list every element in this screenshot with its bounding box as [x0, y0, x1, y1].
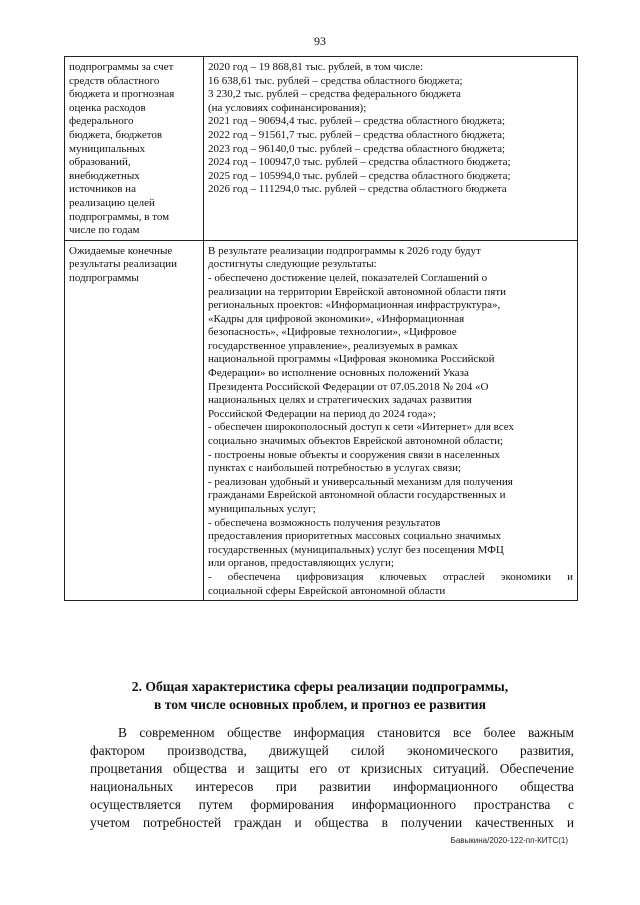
content-line: Российской Федерации на период до 2024 года»;	[208, 407, 436, 420]
content-line: 2025 год – 105994,0 тыс. рублей – средства областного бюджета;	[208, 169, 511, 182]
content-line: - построены новые объекты и сооружения связи в населенных	[208, 448, 500, 461]
paragraph-line: В современном обществе информация становится все более важным	[118, 725, 574, 740]
content-line: 2022 год – 91561,7 тыс. рублей – средства областного бюджета;	[208, 128, 506, 141]
row-content-cell	[204, 57, 578, 241]
label-line: Ожидаемые конечные	[69, 244, 173, 257]
content-line: безопасность», «Цифровые технологии», «Цифровое	[208, 326, 457, 339]
label-line: подпрограммы	[69, 271, 139, 284]
content-line: - реализован удобный и универсальный механизм для получения	[208, 475, 513, 488]
content-line: государственное управление», реализуемых в рамках	[208, 339, 458, 352]
content-line: предоставления приоритетных массовых социально значимых	[208, 530, 501, 543]
row-content-cell	[204, 240, 578, 600]
content-line: (на условиях софинансирования);	[208, 101, 367, 114]
content-line: или органов, предоставляющих услуги;	[208, 557, 394, 570]
label-line: муниципальных	[69, 142, 146, 155]
content-line: реализации на территории Еврейской автономной области пяти	[208, 285, 507, 298]
label-line: источников на	[69, 183, 136, 196]
content-line: 2023 год – 96140,0 тыс. рублей – средства областного бюджета;	[208, 142, 506, 155]
content-line: пунктах с наибольшей потребностью в услугах связи;	[208, 462, 462, 475]
section-heading-line: 2. Общая характеристика сферы реализации подпрограммы,	[131, 679, 509, 694]
content-line: 16 638,61 тыс. рублей – средства областного бюджета;	[208, 74, 463, 87]
paragraph-line: национальных интересов при развитии информационного общества	[90, 779, 574, 794]
content-line: муниципальных услуг;	[208, 503, 316, 515]
content-line: 2020 год – 19 868,81 тыс. рублей, в том числе:	[208, 61, 424, 73]
label-line: бюджета, бюджетов	[69, 128, 163, 141]
paragraph-line: осуществляется путем формирования информационного пространства с	[90, 797, 574, 812]
content-line: национальных целях и стратегических задачах развития	[208, 394, 472, 407]
content-line: - обеспечено достижение целей, показателей Соглашений о	[208, 271, 488, 284]
content-line: гражданами Еврейской автономной области государственных и	[208, 489, 506, 502]
content-line: 2021 год – 90694,4 тыс. рублей – средства областного бюджета;	[208, 115, 506, 128]
label-line: федерального	[69, 115, 134, 128]
content-line: государственных (муниципальных) услуг без посещения МФЦ	[208, 543, 504, 556]
label-line: образований,	[69, 156, 131, 169]
row-label-cell	[65, 240, 204, 600]
page-number: 93	[314, 34, 326, 48]
label-line: оценка расходов	[69, 101, 146, 114]
section-heading	[0, 678, 640, 714]
label-line: реализацию целей	[69, 196, 155, 209]
content-line: 3 230,2 тыс. рублей – средства федерального бюджета	[208, 88, 461, 101]
content-line: социально значимых объектов Еврейской автономной области;	[208, 435, 504, 448]
content-line: региональных проектов: «Информационная инфраструктура»,	[208, 299, 501, 312]
content-line: национальной программы «Цифровая экономика Российской	[208, 353, 495, 366]
content-line: Президента Российской Федерации от 07.05.2018 № 204 «О	[208, 380, 489, 393]
label-line: бюджета и прогнозная	[69, 88, 175, 101]
paragraph-line: учетом потребностей граждан и общества в получении качественных и	[90, 815, 574, 830]
content-line: - обеспечен широкополосный доступ к сети «Интернет» для всех	[208, 421, 515, 434]
content-line: 2024 год – 100947,0 тыс. рублей – средства областного бюджета;	[208, 156, 511, 169]
program-passport-table	[64, 56, 578, 601]
table-row	[65, 57, 578, 241]
label-line: средств областного	[69, 74, 160, 87]
content-line: - обеспечена цифровизация ключевых отраслей экономики и	[208, 570, 573, 583]
footer-stamp: Бавыкина/2020-122-пп-КИТС(1)	[450, 836, 568, 845]
row-label-cell	[65, 57, 204, 241]
section-heading-line: в том числе основных проблем, и прогноз ее развития	[154, 697, 486, 712]
label-line: результаты реализации	[69, 258, 177, 271]
label-line: числе по годам	[69, 224, 140, 237]
content-line: достигнуты следующие результаты:	[208, 258, 377, 271]
label-line: подпрограммы, в том	[69, 210, 170, 223]
content-line: - обеспечена возможность получения результатов	[208, 516, 441, 529]
content-line: социальной сферы Еврейской автономной области	[208, 584, 446, 597]
paragraph-line: фактором производства, движущей силой экономического развития,	[90, 743, 574, 758]
paragraph-line: процветания общества и защиты его от кризисных ситуаций. Обеспечение	[90, 761, 574, 776]
label-line: подпрограммы за счет	[69, 61, 174, 73]
content-line: Федерации» во исполнение основных положений Указа	[208, 367, 469, 380]
content-line: «Кадры для цифровой экономики», «Информационная	[208, 312, 465, 325]
section-paragraph	[90, 724, 574, 832]
content-line: 2026 год – 111294,0 тыс. рублей – средства областного бюджета	[208, 183, 507, 196]
table-row	[65, 240, 578, 600]
label-line: внебюджетных	[69, 169, 140, 182]
content-line: В результате реализации подпрограммы к 2026 году будут	[208, 244, 481, 257]
